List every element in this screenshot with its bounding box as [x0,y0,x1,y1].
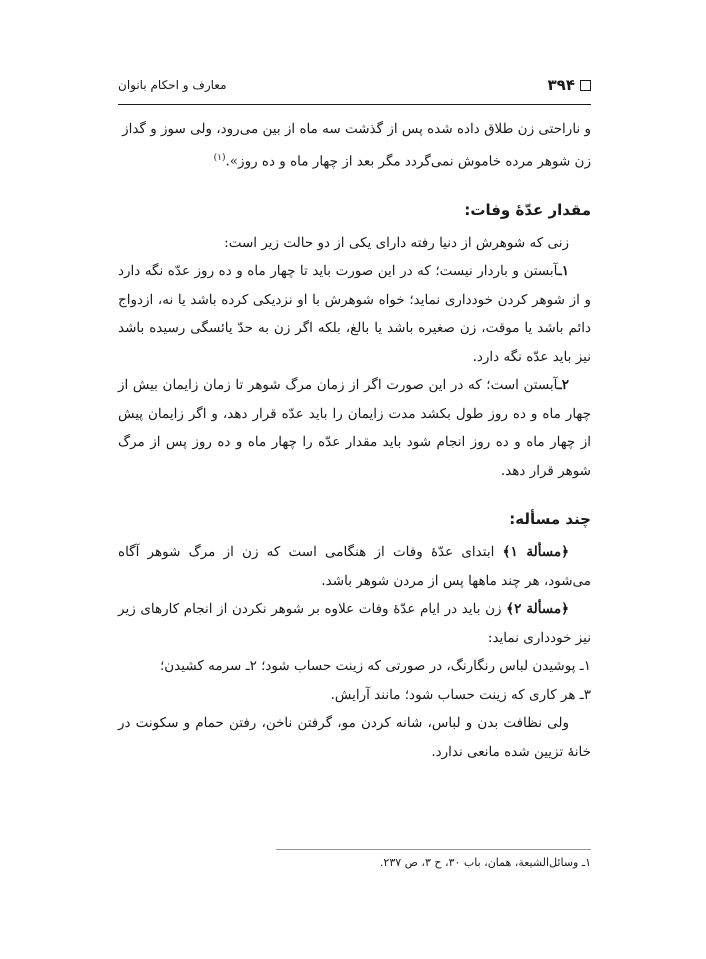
page-body [118,115,591,766]
issue-label: ﴿مسألة ۱﴾ [502,544,569,560]
item-number: ۱ـ [557,263,570,279]
header-rule [118,104,591,105]
footnote: ۱ـ وسائل‌الشیعة، همان، باب ۳۰، ح ۳، ص ۲۳۷. [379,856,591,869]
section-heading: چند مسأله: [509,510,591,528]
section-heading: مقدار عدّهٔ وفات: [464,200,591,219]
item-number: ۲ـ [557,377,569,393]
footnote-ref: (۱) [213,152,226,163]
square-bullet-icon [580,80,591,91]
page-number-block [548,76,591,94]
item-text: آبستن است؛ که در این صورت اگر از زمان مرگ شوهر تا زمان زایمان بیش از چهار ماه و ده روز طول بکشد مدت زایمان را باید عدّه قرار دهد، و اگر زایمان پیش از چهار ماه و ده روز انجام شود باید مقدار عدّه را چهار ماه و ده روز پس از مرگ شوهر قرار دهد. [118,377,591,479]
paragraph: ولی نظافت بدن و لباس، شانه کردن مو، گرفتن ناخن، رفتن حمام و سکونت در خانهٔ تزیین شده مانعی ندارد. [118,715,591,760]
paragraph-line: ۱ـ پوشیدن لباس رنگارنگ، در صورتی که زینت حساب شود؛ ۲ـ سرمه کشیدن؛ [159,658,591,674]
list-item [118,257,591,371]
paragraph-line: و ناراحتی زن طلاق داده شده پس از گذشت سه ماه از بین می‌رود، ولی سوز و گداز [122,121,591,137]
issue-text: زن باید در ایام عدّهٔ وفات علاوه بر شوهر نکردن از انجام کارهای زیر نیز خودداری نماید: [118,601,591,646]
page-number: ۳۹۴ [547,76,575,94]
issue-paragraph [118,538,591,595]
issue-text: ابتدای عدّهٔ وفات از هنگامی است که زن از مرگ شوهر آگاه می‌شود، هر چند ماهها پس از مردن شوهر باشد. [118,544,591,589]
page-header [118,76,591,102]
issue-paragraph [118,595,591,652]
issue-label: ﴿مسألة ۲﴾ [506,601,569,617]
paragraph-line: ۳ـ هر کاری که زینت حساب شود؛ مانند آرایش. [330,686,591,703]
paragraph: زنی که شوهرش از دنیا رفته دارای یکی از دو حالت زیر است: [224,234,569,251]
list-item [118,371,591,485]
running-title: معارف و احکام بانوان [118,78,227,92]
item-text: آبستن و باردار نیست؛ که در این صورت باید تا چهار ماه و ده روز عدّه نگه دارد و از شوهر کردن خودداری نماید؛ خواه شوهرش با او نزدیکی کرده باشد یا نه، ازدواج دائم باشد یا موقت، زن صغیره باشد یا بالغ، بلکه اگر زن به حدّ یائسگی رسیده باشد نیز باید عدّه نگه دارد. [118,263,591,365]
paragraph-text: زن شوهر مرده خاموش نمی‌گردد مگر بعد از چهار ماه و ده روز». [225,153,591,169]
footnote-rule [276,849,591,850]
paragraph-line [118,144,591,176]
